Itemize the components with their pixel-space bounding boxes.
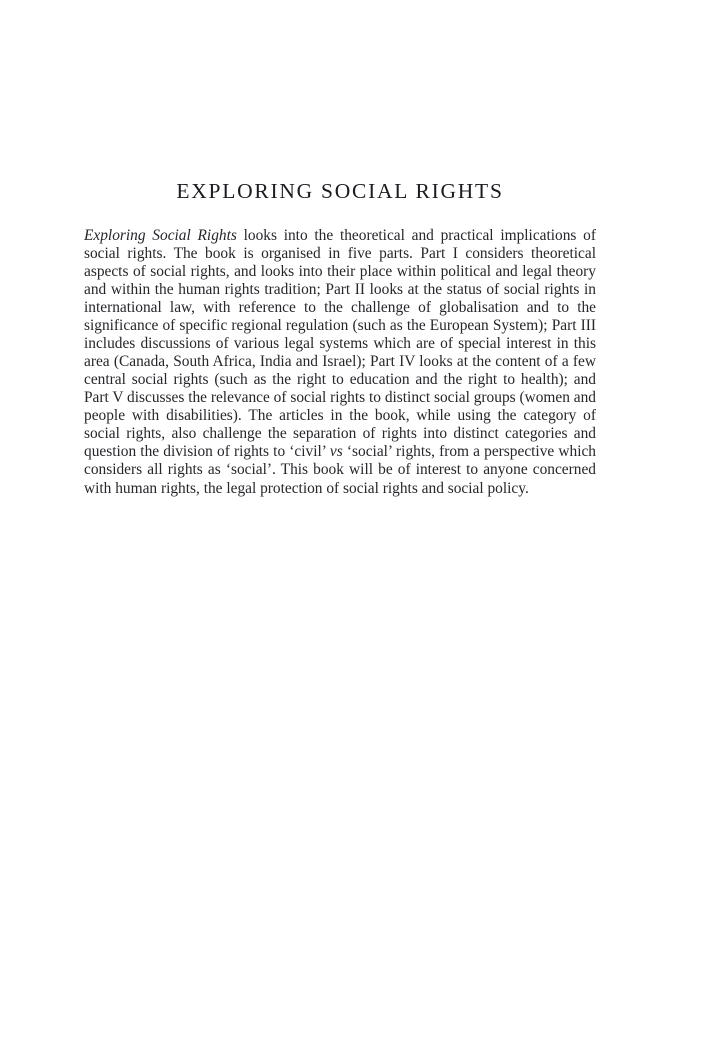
blurb-text-segment-2: ‘social’ rights, from a perspective which considers all rights as ‘social’. This book will be of interest to anyone concerned with human rights, the legal protection of social rights and social policy.	[84, 443, 596, 497]
book-title-inline-italic: Exploring Social Rights	[84, 226, 237, 244]
book-description-paragraph	[84, 227, 596, 498]
blurb-text-segment-1: looks into the theoretical and practical implications of social rights. The book is organised in five parts. Part I considers theoretical aspects of social rights, and looks into their place within political and legal theory and within the human rights tradition; Part II looks at the status of social rights in international law, with reference to the challenge of globalisation and to the significance of specific regional regulation (such as the European System); Part III includes discussions of various legal systems which are of special interest in this area (Canada, South Africa, India and Israel); Part IV looks at the content of a few central social rights (such as the right to education and the right to health); and Part V discusses the relevance of social rights to distinct social groups (women and people with disabilities). The articles in the book, while using the category of social rights, also challenge the separation of rights into distinct categories and question the division of rights to ‘civil’	[84, 226, 596, 461]
page-title: EXPLORING SOCIAL RIGHTS	[176, 179, 504, 203]
versus-italic: vs	[329, 443, 343, 461]
page-content-block	[84, 178, 596, 498]
